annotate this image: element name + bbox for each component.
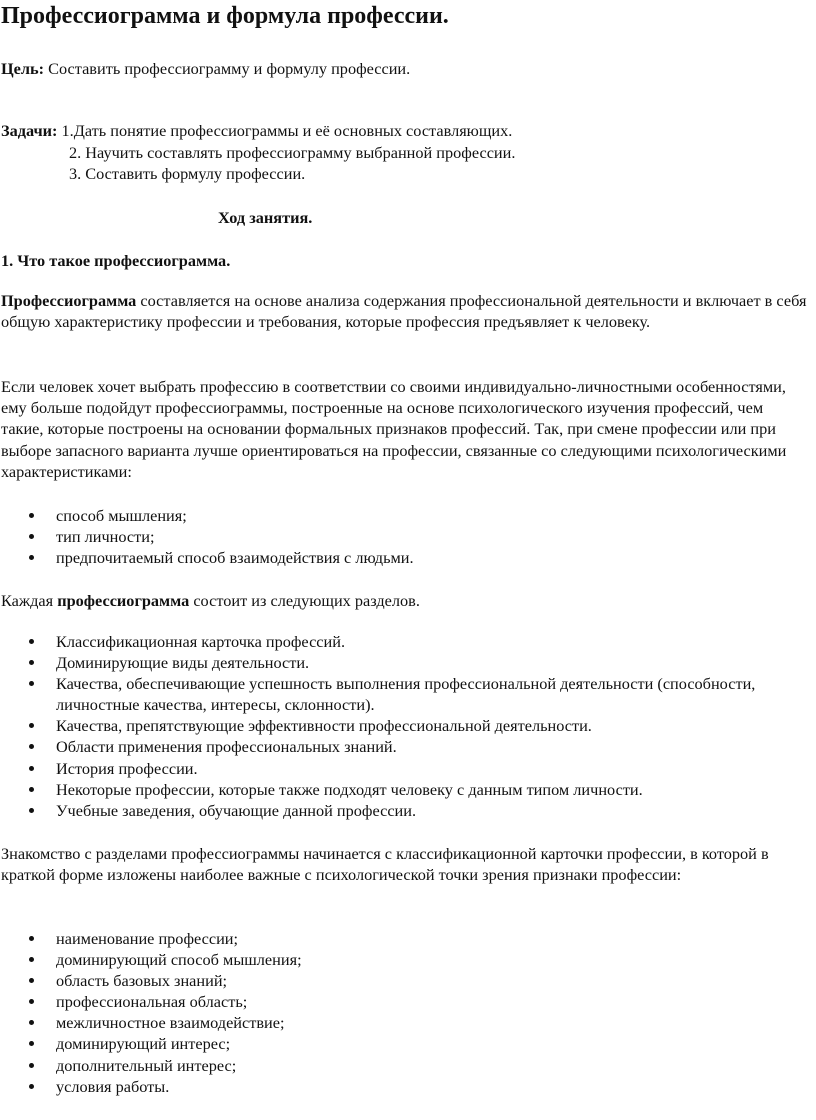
list-item-text: Области применения профессиональных знаний.: [56, 737, 397, 757]
list-item: [0, 652, 790, 673]
list-item: [0, 547, 790, 568]
bullet-icon: [29, 978, 34, 983]
bullet-icon: [29, 1041, 34, 1046]
list-item: [0, 1055, 790, 1076]
list-item-text: доминирующий способ мышления;: [56, 950, 302, 970]
paragraph-definition: [1, 290, 807, 332]
list-item-text: Классификационная карточка профессий.: [56, 632, 346, 651]
list-item-text: Учебные заведения, обучающие данной профессии.: [56, 800, 417, 820]
paragraph-text: Каждая: [1, 591, 58, 610]
list-item: [0, 758, 790, 779]
list-item: [0, 715, 790, 736]
goal-label: Цель:: [1, 59, 45, 78]
list-item-text: Качества, препятствующие эффективности профессиональной деятельности.: [56, 716, 592, 736]
list-item: [0, 991, 790, 1012]
bullet-icon: [29, 766, 34, 771]
bullet-icon: [29, 936, 34, 941]
list-item: [0, 1033, 790, 1054]
paragraph-text: составляется на основе анализа содержания профессиональной деятельности и включает в себя общую характеристику профессии и требования, которые профессия предъявляет к человеку.: [1, 291, 807, 332]
list-item: [0, 1012, 790, 1033]
paragraph-sections: [1, 590, 807, 611]
list-item: [0, 970, 790, 991]
tasks-label: Задачи:: [1, 121, 58, 140]
bullet-icon: [29, 1020, 34, 1025]
list-item-text: наименование профессии;: [56, 929, 239, 948]
document-title: Профессиограмма и формула профессии.: [1, 3, 449, 29]
list-item-text: область базовых знаний;: [56, 971, 228, 991]
list-item-text: Качества, обеспечивающие успешность выполнения профессиональной деятельности (способности, личностные качества, интересы, склонности).: [56, 674, 756, 715]
list-item: [0, 1076, 790, 1097]
list-item: [0, 928, 790, 949]
bullet-icon: [29, 999, 34, 1004]
bullet-icon: [29, 513, 34, 518]
list-item-text: условия работы.: [56, 1076, 170, 1096]
list-item: [0, 505, 790, 526]
list-item-text: межличностное взаимодействие;: [56, 1013, 285, 1033]
list-item: [0, 949, 790, 970]
list-item-text: История профессии.: [56, 758, 198, 778]
list-item-text: доминирующий интерес;: [56, 1034, 231, 1054]
list-item: [0, 673, 790, 715]
list-item: [0, 736, 790, 757]
bullet-icon: [29, 1063, 34, 1068]
goal-line: [1, 58, 410, 79]
list-item-text: предпочитаемый способ взаимодействия с людьми.: [56, 548, 414, 568]
list-item: [0, 526, 790, 547]
bullet-icon: [29, 957, 34, 962]
bullet-icon: [29, 1084, 34, 1089]
task-item: 1.Дать понятие профессиограммы и её основных составляющих.: [57, 121, 513, 140]
bullet-icon: [29, 660, 34, 665]
paragraph-card: Знакомство с разделами профессиограммы начинается с классификационной карточки профессии, в которой в краткой форме изложены наиболее важные с психологической точки зрения признаки профессии:: [1, 844, 769, 885]
sections-list: [0, 631, 790, 821]
list-item-text: дополнительный интерес;: [56, 1055, 237, 1075]
term-bold: Профессиограмма: [1, 291, 137, 310]
bullet-icon: [29, 681, 34, 686]
card-attributes-list: [0, 928, 790, 1097]
bullet-icon: [29, 808, 34, 813]
bullet-icon: [29, 723, 34, 728]
term-bold: профессиограмма: [57, 591, 190, 610]
bullet-icon: [29, 744, 34, 749]
lesson-heading: Ход занятия.: [218, 208, 313, 227]
paragraph-choice: Если человек хочет выбрать профессию в соответствии со своими индивидуально-личностными особенностями, ему больше подойдут профессиограммы, построенные на основе психологического изучения профессий, чем такие, которые построены на основании формальных признаков профессий. Так, при смене профессии или при выборе запасного варианта лучше ориентироваться на профессии, связанные со следующими психологическими характеристиками:: [1, 377, 787, 481]
list-item-text: способ мышления;: [56, 506, 187, 525]
list-item-text: Доминирующие виды деятельности.: [56, 653, 310, 673]
bullet-icon: [29, 555, 34, 560]
list-item: [0, 800, 790, 821]
task-item: 2. Научить составлять профессиограмму выбранной профессии.: [69, 143, 516, 162]
list-item-text: Некоторые профессии, которые также подходят человеку с данным типом личности.: [56, 779, 643, 799]
paragraph-text: состоит из следующих разделов.: [189, 591, 420, 610]
list-item: [0, 779, 790, 800]
task-item: 3. Составить формулу профессии.: [69, 164, 306, 183]
goal-text: Составить профессиограмму и формулу профессии.: [44, 59, 411, 78]
list-item: [0, 631, 790, 652]
bullet-icon: [29, 534, 34, 539]
characteristics-list: [0, 505, 790, 568]
list-item-text: профессиональная область;: [56, 992, 248, 1012]
section1-heading: 1. Что такое профессиограмма.: [1, 251, 231, 270]
tasks-line-1: [1, 120, 512, 141]
list-item-text: тип личности;: [56, 527, 155, 547]
bullet-icon: [29, 787, 34, 792]
bullet-icon: [29, 639, 34, 644]
